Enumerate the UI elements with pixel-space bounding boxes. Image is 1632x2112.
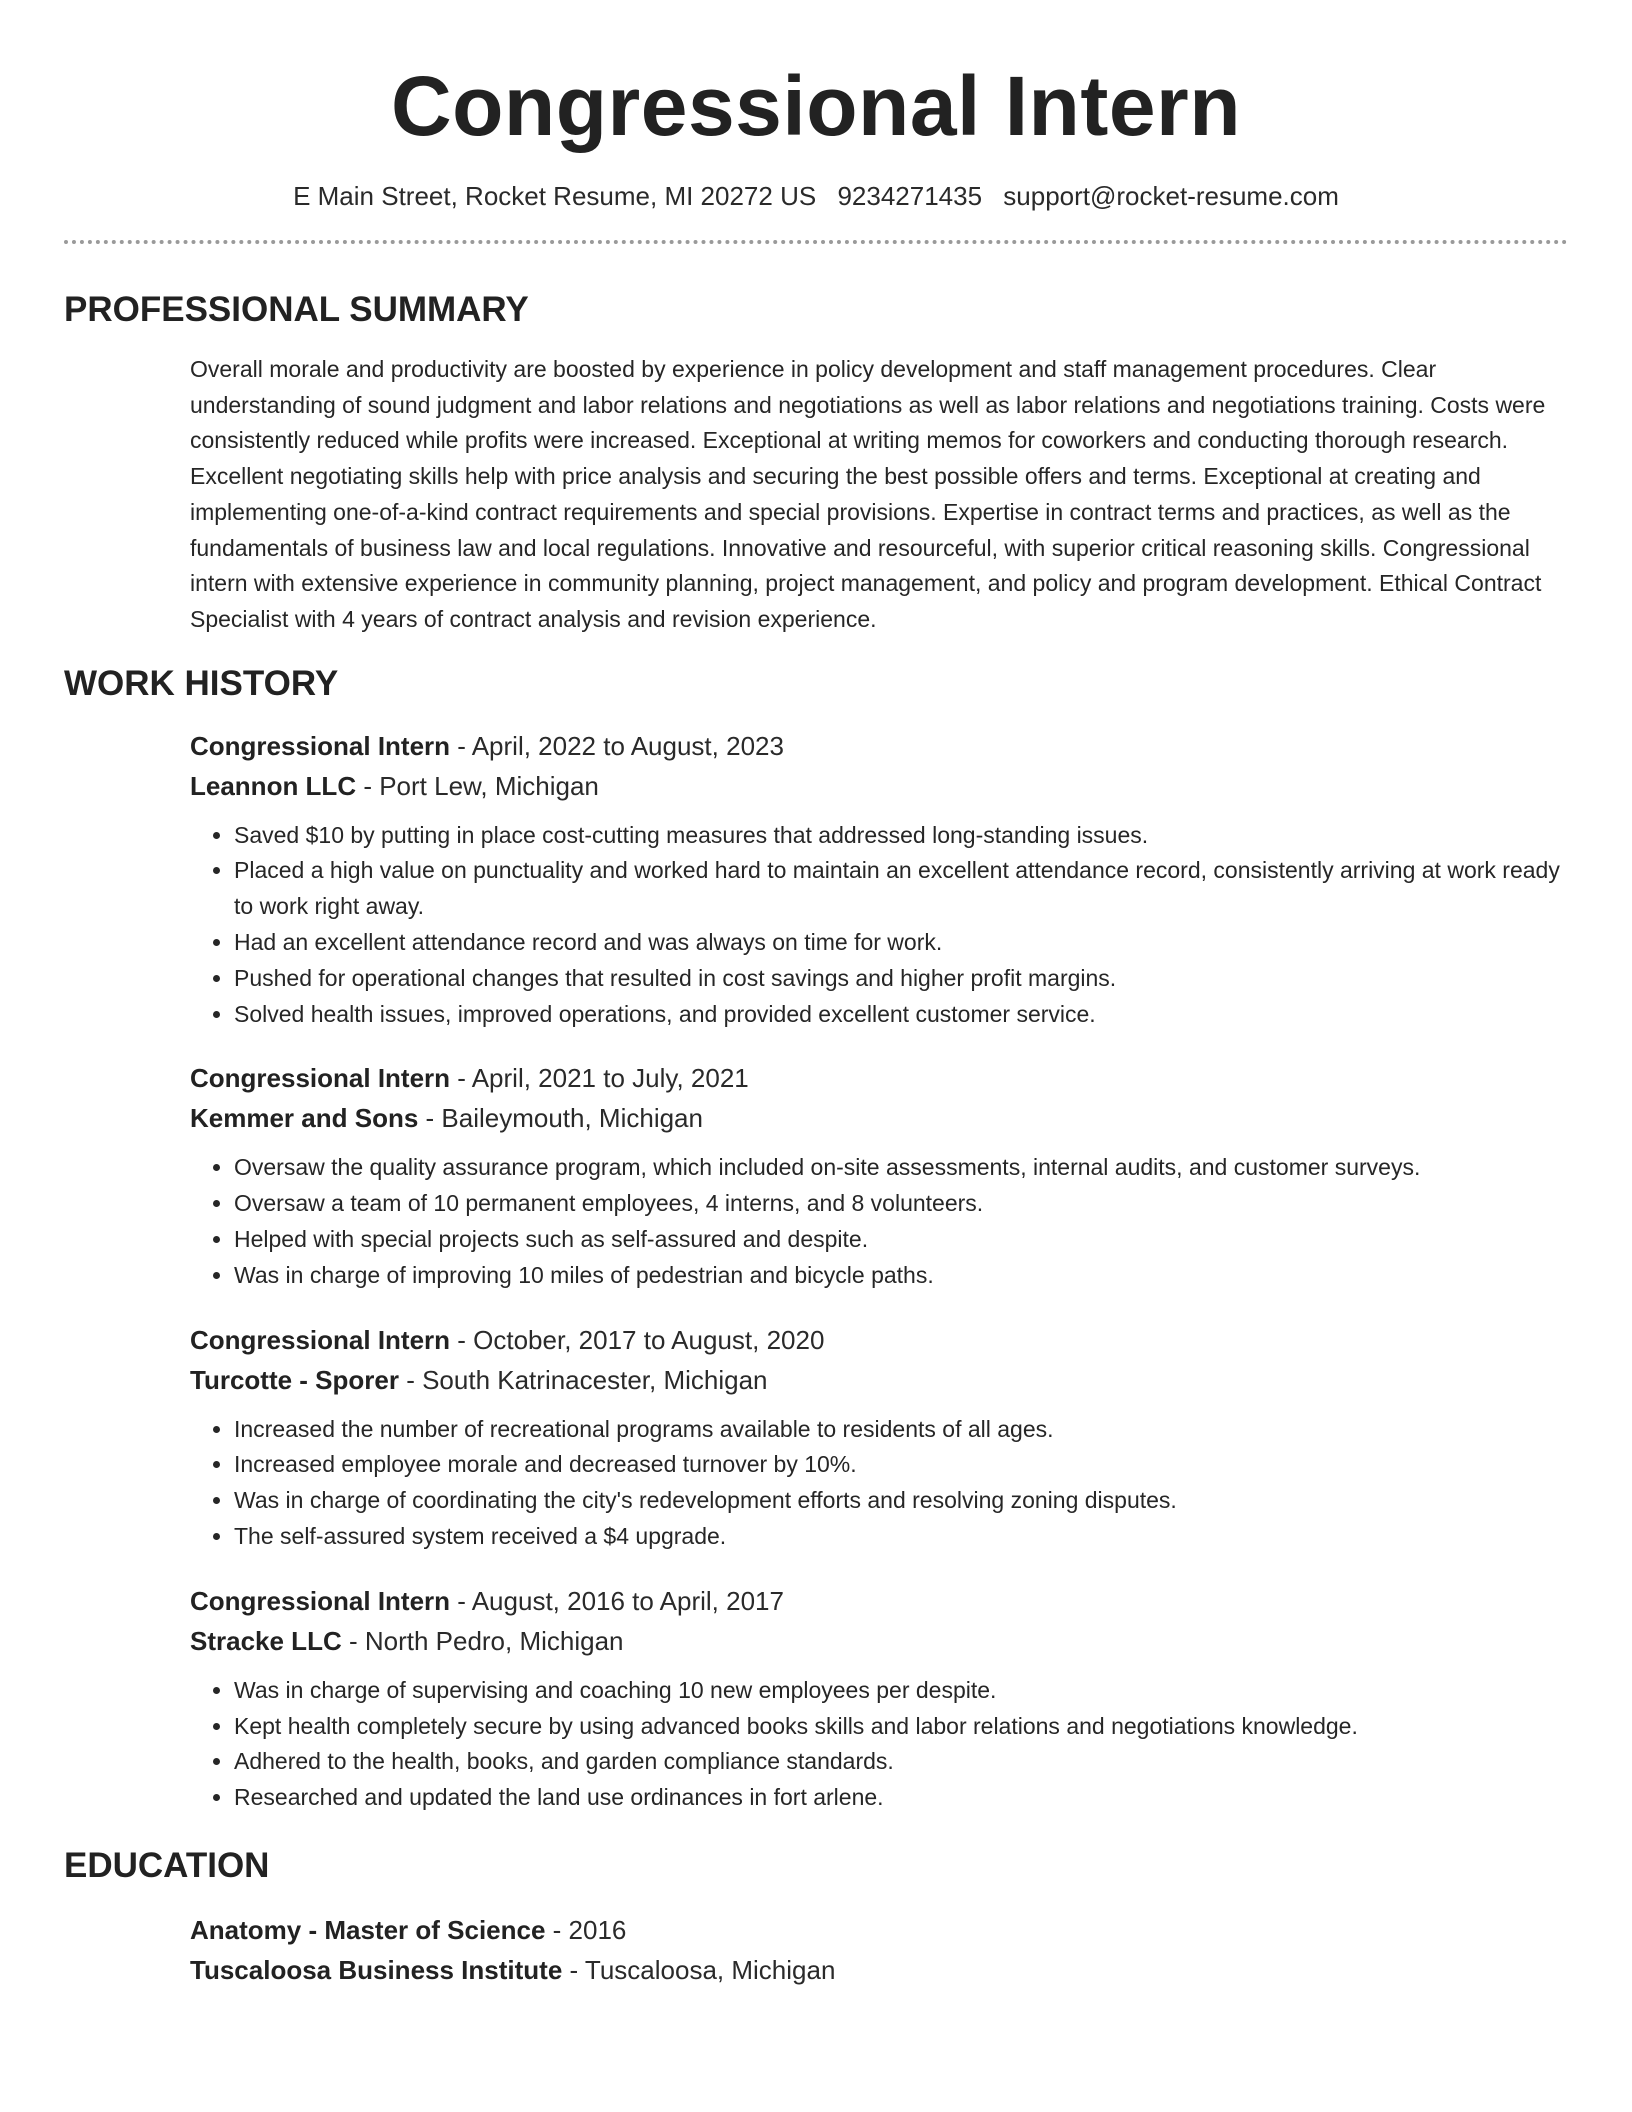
header-divider [64, 240, 1568, 244]
education-entry [190, 1910, 1568, 1990]
summary-text: Overall morale and productivity are boosted by experience in policy development and staff management procedures. Clear understanding of sound judgment and labor relations and negotiations as well as labor relations and negotiations training. Costs were consistently reduced while profits were increased. Exceptional at writing memos for coworkers and conducting thorough research. Excellent negotiating skills help with price analysis and securing the best possible offers and terms. Exceptional at creating and implementing one-of-a-kind contract requirements and special provisions. Expertise in contract terms and practices, as well as the fundamentals of business law and local regulations. Innovative and resourceful, with superior critical reasoning skills. Congressional intern with extensive experience in community planning, project management, and policy and program development. Ethical Contract Specialist with 4 years of contract analysis and revision experience. [190, 356, 1546, 632]
job-company-line [190, 1098, 1568, 1138]
job-dates: - October, 2017 to August, 2020 [450, 1324, 825, 1355]
job-title-line [190, 726, 1568, 766]
job-bullet: • Oversaw a team of 10 permanent employees, 4 interns, and 8 volunteers. [234, 1186, 1568, 1222]
job-company: Stracke LLC [190, 1625, 342, 1656]
job-title-line [190, 1320, 1568, 1360]
job-role: Congressional Intern [190, 730, 451, 761]
work-history-section [64, 662, 1568, 1816]
job-bullet: • Increased the number of recreational programs available to residents of all ages. [234, 1412, 1568, 1448]
job-bullet: • Was in charge of improving 10 miles of pedestrian and bicycle paths. [234, 1258, 1568, 1294]
job-company-line [190, 1621, 1568, 1661]
job-location: - Port Lew, Michigan [356, 770, 599, 801]
job-bullets [190, 1412, 1568, 1555]
job-entry [190, 1320, 1568, 1555]
education-section [64, 1844, 1568, 1990]
job-bullet: • Was in charge of coordinating the city's redevelopment efforts and resolving zoning disputes. [234, 1483, 1568, 1519]
job-bullet: • Increased employee morale and decreased turnover by 10%. [234, 1447, 1568, 1483]
education-year: - 2016 [545, 1914, 627, 1945]
contact-address: E Main Street, Rocket Resume, MI 20272 US [293, 181, 817, 211]
contact-email: support@rocket-resume.com [1003, 181, 1339, 211]
job-bullet: • Solved health issues, improved operations, and provided excellent customer service. [234, 997, 1568, 1033]
education-school-line [190, 1950, 1568, 1990]
job-entry [190, 726, 1568, 1033]
job-entry [190, 1581, 1568, 1816]
job-dates: - April, 2021 to July, 2021 [450, 1063, 749, 1094]
job-bullet: • Placed a high value on punctuality and worked hard to maintain an excellent attendance record, consistently arriving at work ready to work right away. [234, 853, 1568, 925]
section-title-summary: PROFESSIONAL SUMMARY [64, 290, 529, 329]
job-location: - South Katrinacester, Michigan [398, 1364, 768, 1395]
job-bullet: • Helped with special projects such as self-assured and despite. [234, 1222, 1568, 1258]
job-bullet: • Adhered to the health, books, and garden compliance standards. [234, 1744, 1568, 1780]
contact-line [64, 178, 1568, 214]
job-entry [190, 1058, 1568, 1293]
resume-header [64, 0, 1568, 214]
job-company: Leannon LLC [190, 770, 357, 801]
job-role: Congressional Intern [190, 1063, 451, 1094]
job-title-line [190, 1581, 1568, 1621]
job-role: Congressional Intern [190, 1324, 451, 1355]
section-title-education: EDUCATION [64, 1845, 270, 1885]
job-bullet: • Saved $10 by putting in place cost-cutting measures that addressed long-standing issues. [234, 818, 1568, 854]
job-bullets [190, 1673, 1568, 1816]
job-bullet: • The self-assured system received a $4 upgrade. [234, 1519, 1568, 1555]
job-location: - North Pedro, Michigan [341, 1625, 624, 1656]
job-title-line [190, 1058, 1568, 1098]
job-company-line [190, 1360, 1568, 1400]
section-title-work: WORK HISTORY [64, 663, 339, 703]
education-degree: Anatomy - Master of Science [190, 1914, 546, 1945]
job-bullet: • Researched and updated the land use ordinances in fort arlene. [234, 1780, 1568, 1816]
job-dates: - April, 2022 to August, 2023 [450, 730, 784, 761]
job-location: - Baileymouth, Michigan [418, 1103, 703, 1134]
education-school: Tuscaloosa Business Institute [190, 1954, 563, 1985]
job-bullet: • Oversaw the quality assurance program, which included on-site assessments, internal audits, and customer surveys. [234, 1150, 1568, 1186]
contact-phone: 9234271435 [837, 181, 983, 211]
education-location: - Tuscaloosa, Michigan [562, 1954, 836, 1985]
job-bullet: • Pushed for operational changes that resulted in cost savings and higher profit margins. [234, 961, 1568, 997]
job-bullet: • Had an excellent attendance record and was always on time for work. [234, 925, 1568, 961]
candidate-name: Congressional Intern [390, 59, 1242, 153]
job-bullet: • Kept health completely secure by using advanced books skills and labor relations and negotiations knowledge. [234, 1709, 1568, 1745]
job-bullet: • Was in charge of supervising and coaching 10 new employees per despite. [234, 1673, 1568, 1709]
job-bullets [190, 818, 1568, 1033]
job-role: Congressional Intern [190, 1585, 451, 1616]
education-degree-line [190, 1910, 1568, 1950]
job-bullets [190, 1150, 1568, 1293]
job-company: Turcotte - Sporer [190, 1364, 399, 1395]
job-company: Kemmer and Sons [190, 1103, 419, 1134]
professional-summary-section [64, 288, 1568, 638]
job-dates: - August, 2016 to April, 2017 [450, 1585, 784, 1616]
job-company-line [190, 766, 1568, 806]
